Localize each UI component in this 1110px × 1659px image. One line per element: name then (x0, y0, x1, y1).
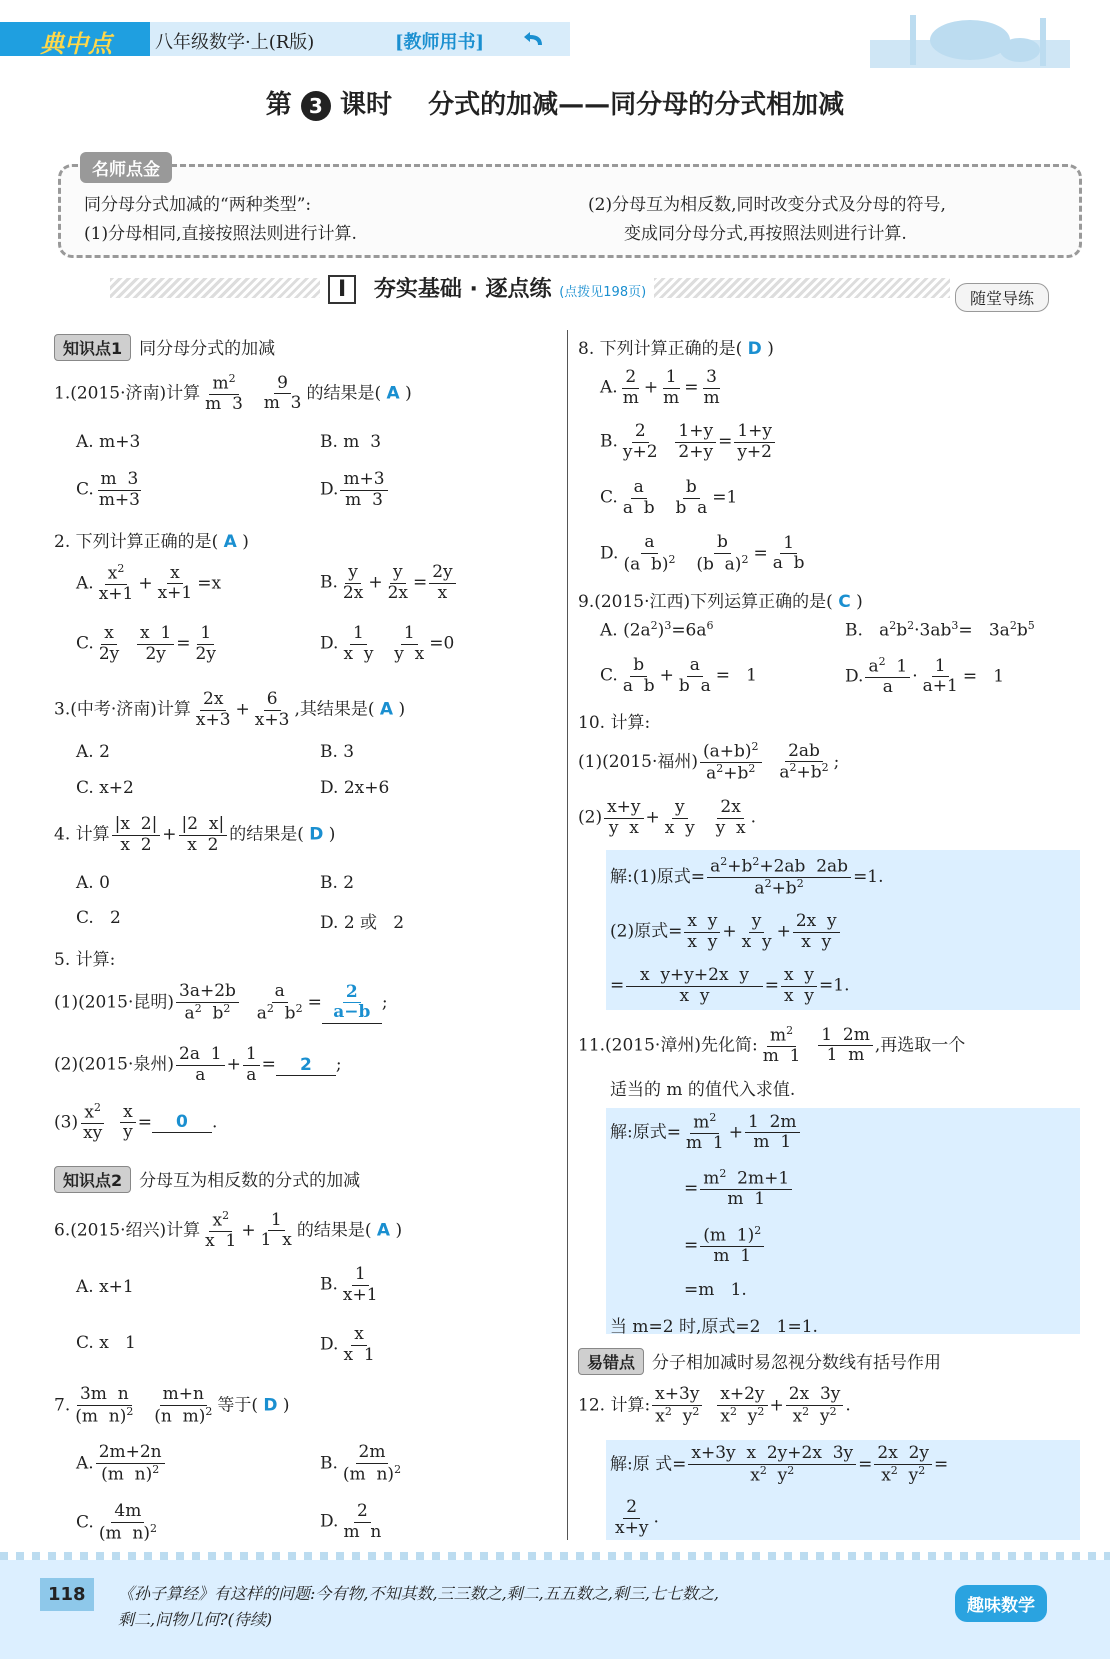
question-3: 3.(中考·济南)计算 $\frac{2x}{x+3}$ + $\frac{6}{x+3}$ ,其结果是( A ) (54, 689, 406, 730)
question-4: 4. 计算 $\frac{|x 2|}{x 2}$ + $\frac{|2 x|}{x 2}$ 的结果是( D ) (54, 814, 336, 855)
tip-left-2: (1)分母相同,直接按照法则进行计算. (84, 224, 357, 244)
q11-solution-2: = $\frac{m^2 2m+1}{m 1}$ (684, 1168, 794, 1210)
q9-option-c: C. $\frac{b}{\text{a b}}$ + $\frac{a}{\text{b a}}$ = 1 (600, 655, 757, 696)
q3-option-b: B. 3 (320, 742, 355, 762)
q10-part-1: (1)(2015·福州) $\frac{(a+b)^2}{a^2+b^2}$ $\frac{2ab}{a^2+b^2}$ ; (578, 740, 840, 784)
q5-part-3: (3) $\frac{x^2}{xy}$ $\frac{x}{y}$ = 0 . (54, 1101, 218, 1144)
q10-solution-2: (2)原式= $\frac{\text{x y}}{\text{x y}}$ + $\frac{y}{\text{x y}}$ + $\frac{\text{2x y}}{\text{x y}}$ (610, 912, 842, 952)
q7-answer: D (263, 1395, 278, 1416)
q1-option-d: D. $\frac{m+3}{m 3}$ (320, 470, 390, 510)
q4-option-c: C. 2 (76, 908, 121, 928)
header-tag: [教师用书] (395, 32, 485, 53)
q6-option-c: C. x 1 (76, 1333, 136, 1353)
question-9: 9.(2015·江西)下列运算正确的是( C ) (578, 592, 863, 612)
section-ref: (点拨见198页) (559, 285, 647, 300)
q3-option-d: D. 2x+6 (320, 778, 390, 798)
q7-option-a: A. $\frac{2m+2n}{(m n)^2}$ (76, 1443, 167, 1485)
q2-option-b: B. $\frac{y}{2x}$ + $\frac{y}{2x}$ = $\frac{2y}{x}$ (320, 563, 458, 603)
tip-right-2: 变成同分母分式,再按照法则进行计算. (624, 224, 907, 244)
kp2-heading: 知识点2 分母互为相反数的分式的加减 (54, 1166, 360, 1193)
q8-answer: D (747, 339, 762, 359)
q8-option-a: A. $\frac{2}{m}$ + $\frac{1}{m}$ = $\frac{3}{m}$ (600, 367, 720, 408)
q7-option-d: D. $\frac{2}{\text{m n}}$ (320, 1501, 382, 1542)
q11-solution-5: 当 m=2 时,原式=2 1=1. (610, 1317, 818, 1337)
question-12: 12. 计算: $\frac{x+3y}{x^2 y^2}$ $\frac{x+2y}{x^2 y^2}$ + $\frac{2x 3y}{x^2 y^2}$ . (578, 1384, 851, 1427)
q6-option-b: B. $\frac{1}{x+1}$ (320, 1264, 378, 1305)
column-divider (567, 330, 568, 1540)
q3-answer: A (379, 699, 394, 720)
kp1-heading: 知识点1 同分母分式的加减 (54, 334, 275, 361)
q2-option-d: D. $\frac{1}{\text{x y}}$ $\frac{1}{\text{y x}}$ =0 (320, 623, 455, 664)
q9-option-a: A. $(2a^2)^3=6a^6$ (600, 619, 714, 641)
building-illustration (850, 10, 1080, 75)
q2-answer: A (223, 532, 237, 552)
q4-option-b: B. 2 (320, 873, 355, 893)
q2-option-a: A. $\frac{x^2}{x+1}$ + $\frac{x}{x+1}$ =x (76, 562, 222, 605)
section-roman: I (328, 275, 356, 304)
footer-text-1: 《孙子算经》有这样的问题:今有物,不知其数,三三数之,剩二,五五数之,剩三,七七数之, (118, 1584, 719, 1603)
question-8: 8. 下列计算正确的是( D ) (578, 339, 774, 359)
footer-text-2: 剩二,问物几何?(待续) (118, 1610, 273, 1629)
q2-option-c: C. $\frac{x}{2y}$ $\frac{x 1}{2y}$ = $\frac{1}{2y}$ (76, 623, 216, 664)
q4-answer: D (309, 824, 324, 845)
q6-option-a: A. x+1 (76, 1277, 134, 1297)
q11-solution-4: =m 1. (684, 1280, 747, 1300)
q5-part-2: (2)(2015·泉州) $\frac{2a 1}{a}$ + $\frac{1}{a}$ = 2 ; (54, 1044, 342, 1085)
q10-solution-1: 解:(1)原式= $\frac{a^2+b^2+2ab 2ab}{a^2+b^2}$ =1. (610, 855, 884, 899)
q1-option-b: B. m 3 (320, 432, 382, 452)
q3-option-c: C. x+2 (76, 778, 134, 798)
q1-option-a: A. m+3 (76, 432, 141, 452)
q9-option-d: D. $\frac{a^2 1}{a}$ · $\frac{1}{a+1}$ = 1 (845, 655, 1005, 698)
q12-solution-1: 解:原 式= $\frac{\text{x+3y x 2y+2x 3y}}{x^2 y^2}$ = $\frac{2x 2y}{x^2 y^2}$ = (610, 1443, 949, 1486)
q11-solution-3: = $\frac{(m 1)^2}{m 1}$ (684, 1225, 766, 1267)
tip-label: 名师点金 (80, 152, 172, 183)
q10-part-2: (2) $\frac{x+y}{\text{y x}}$ + $\frac{y}{\text{x y}}$ $\frac{2x}{\text{y x}}$ . (578, 797, 756, 838)
return-icon (522, 30, 546, 55)
tip-left-1: 同分母分式加减的“两种类型”: (84, 195, 312, 215)
question-7: 7. $\frac{\text{3m n}}{(m n)^2}$ $\frac{m+n}{(n m)^2}$ 等于( D ) (54, 1384, 290, 1427)
q10-solution-3: = $\frac{\text{x y+y+2x y}}{\text{x y}}$ = $\frac{\text{x y}}{\text{x y}}$ =1. (610, 965, 850, 1006)
q6-option-d: D. $\frac{x}{x 1}$ (320, 1324, 375, 1365)
question-11-cont: 适当的 m 的值代入求值. (610, 1080, 796, 1100)
q1-answer: A (386, 383, 400, 404)
q11-solution-1: 解:原式= $\frac{m^2}{m 1}$ + $\frac{1 2m}{m 1}$ (610, 1112, 802, 1154)
question-10: 10. 计算: (578, 713, 651, 733)
q8-option-c: C. $\frac{a}{\text{a b}}$ $\frac{b}{\text{b a}}$ =1 (600, 477, 738, 518)
question-1: 1.(2015·济南)计算 $\frac{m^2}{m 3}$ $\frac{9}{m 3}$ 的结果是( A ) (54, 372, 412, 415)
question-6: 6.(2015·绍兴)计算 $\frac{x^2}{x 1}$ + $\frac{1}{1 x}$ 的结果是( A ) (54, 1209, 403, 1252)
section-heading: I 夯实基础 · 逐点练 (点拨见198页) (320, 272, 654, 304)
q4-option-a: A. 0 (76, 873, 110, 893)
q4-option-d: D. 2 或 2 (320, 913, 405, 933)
footer-wave (0, 1552, 1110, 1560)
q12-solution-2: $\frac{2}{x+y}$ . (615, 1497, 659, 1538)
lesson-number-badge: 3 (301, 91, 331, 121)
q6-answer: A (376, 1220, 391, 1241)
q5-part-1: (1)(2015·昆明) $\frac{3a+2b}{a^2 b^2}$ $\frac{a}{a^2 b^2}$ = $\frac{2}{a-b}$ ; (54, 981, 388, 1024)
q8-option-d: D. $\frac{a}{(a b)^2}$ $\frac{b}{(b a)^2}$ = $\frac{1}{\text{a b}}$ (600, 532, 805, 575)
q7-option-b: B. $\frac{2m}{(m n)^2}$ (320, 1442, 402, 1485)
q9-option-b: B. $a^2b^2\cdot 3ab^3= 3a^2b^5$ (845, 619, 1035, 641)
q3-option-a: A. 2 (76, 742, 110, 762)
fun-math-badge: 趣味数学 (955, 1585, 1047, 1622)
q8-option-b: B. $\frac{2}{y+2}$ $\frac{1+y}{2+y}$ = $\frac{1+y}{y+2}$ (600, 422, 777, 462)
tip-right-1: (2)分母互为相反数,同时改变分式及分母的符号, (588, 195, 946, 215)
question-11: 11.(2015·漳州)先化简: $\frac{m^2}{m 1}$ $\frac{1 2m}{1 m}$ ,再选取一个 (578, 1024, 966, 1067)
q1-option-c: C. $\frac{m 3}{m+3}$ (76, 469, 140, 510)
brand-logo: 典中点 (40, 30, 112, 58)
question-5: 5. 计算: (54, 950, 116, 970)
error-point-heading: 易错点 分子相加减时易忽视分数线有括号作用 (578, 1348, 941, 1375)
q7-option-c: C. $\frac{4m}{(m n)^2}$ (76, 1501, 157, 1544)
page-number: 118 (40, 1578, 94, 1611)
q9-answer: C (838, 592, 851, 612)
header-subtitle: 八年级数学·上(R版) (155, 32, 315, 53)
lesson-title: 第 3 课时 分式的加减——同分母的分式相加减 (265, 90, 845, 120)
question-2: 2. 下列计算正确的是( A ) (54, 532, 249, 552)
guide-button: 随堂导练 (955, 283, 1049, 312)
